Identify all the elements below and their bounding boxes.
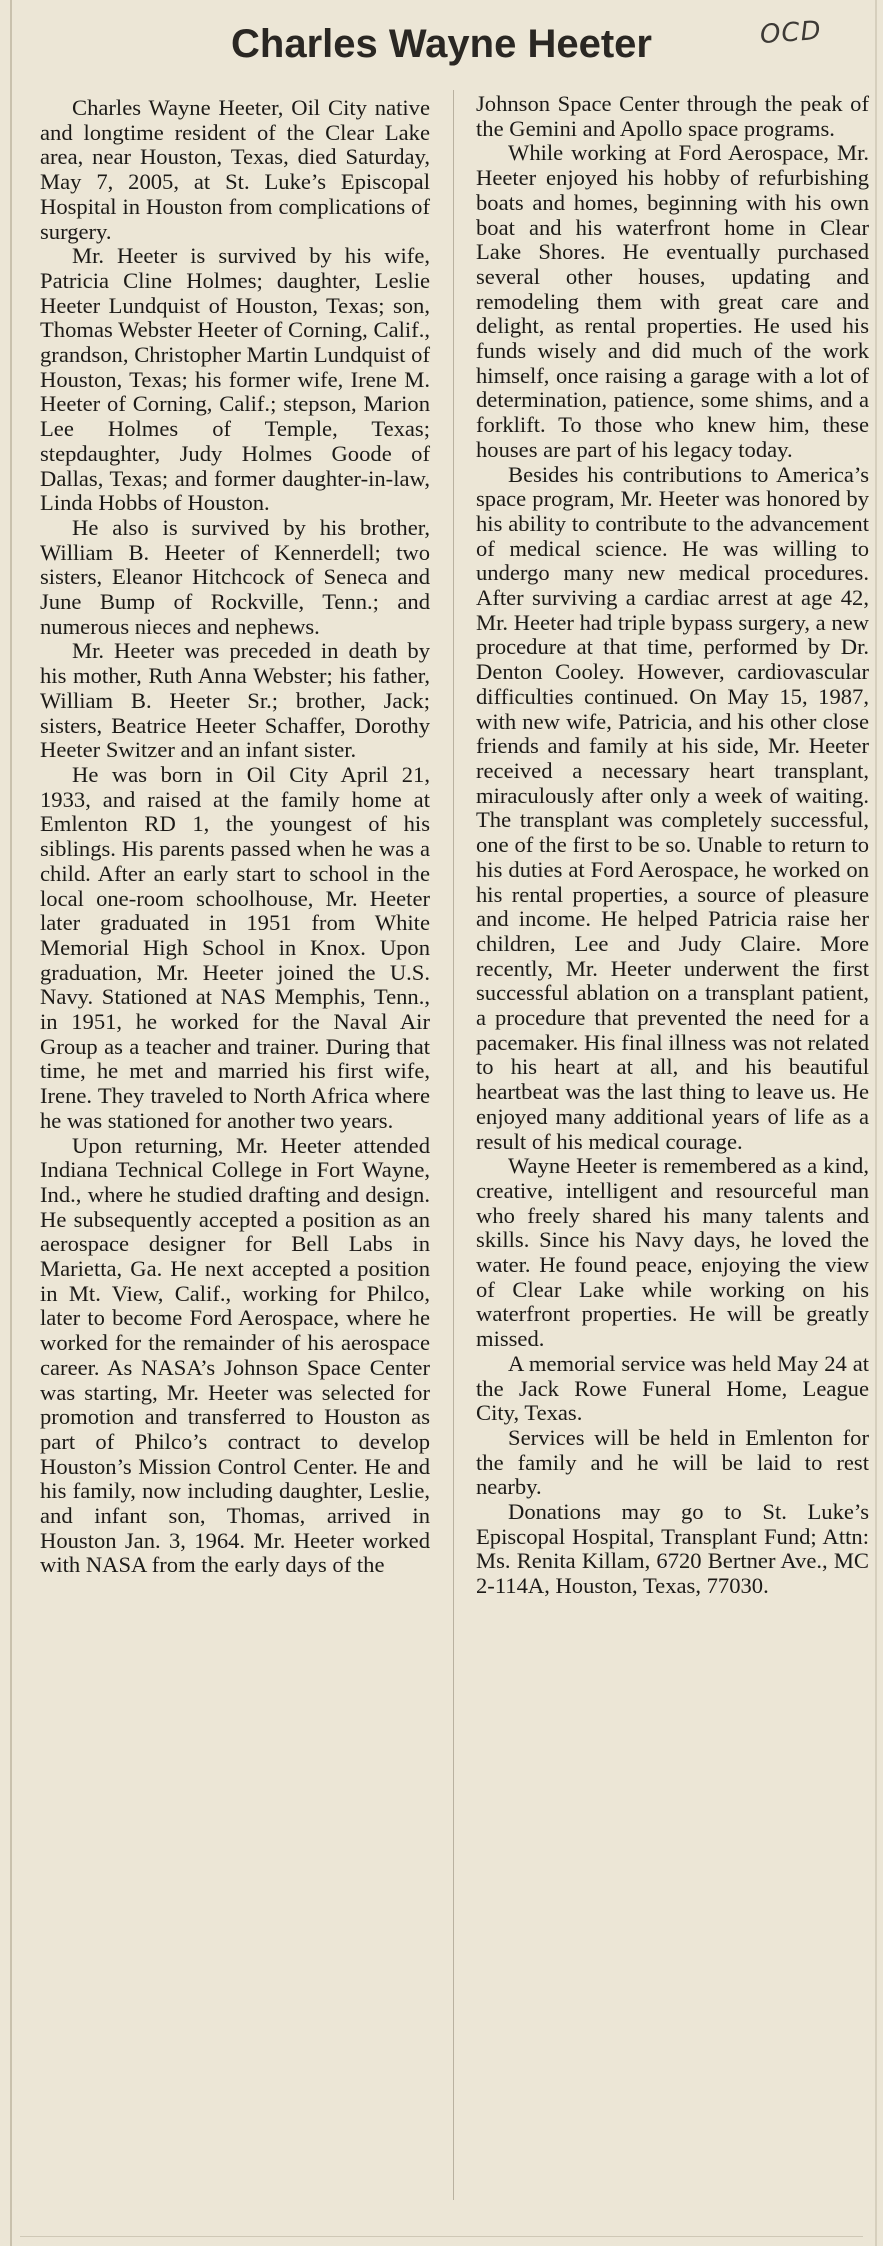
paragraph: Upon returning, Mr. Heeter attended Indiana Technical College in Fort Wayne, Ind., where he studied drafting and design. He subsequently accepted a position as an aerospace designer for Bell Labs in Marietta, Ga. He next accepted a position in Mt. View, Calif., working for Philco, later to become Ford Aerospace, where he worked for the remainder of his aerospace career. As NASA’s Johnson Space Center was starting, Mr. Heeter was selected for promotion and transferred to Houston as part of Philco’s contract to develop Houston’s Mission Control Center. He and his family, now including daughter, Leslie, and infant son, Thomas, arrived in Houston Jan. 3, 1964. Mr. Heeter worked with NASA from the early days of the (40, 1132, 430, 1578)
paragraph: Wayne Heeter is remembered as a kind, creative, intelligent and resourceful man who freely shared his many talents and skills. Since his Navy days, he loved the water. He found peace, enjoying the view of Clear Lake while working on his waterfront properties. He will be greatly missed. (476, 1153, 869, 1352)
paragraph: He was born in Oil City April 21, 1933, and raised at the family home at Emlenton RD 1, the youngest of his siblings. His parents passed when he was a child. After an early start to school in the local one-room schoolhouse, Mr. Heeter later graduated in 1951 from White Memorial High School in Knox. Upon graduation, Mr. Heeter joined the U.S. Navy. Stationed at NAS Memphis, Tenn., in 1951, he worked for the Naval Air Group as a teacher and trainer. During that time, he met and married his first wife, Irene. They traveled to North Africa where he was stationed for another two years. (40, 761, 430, 1133)
obituary-title: Charles Wayne Heeter (231, 22, 652, 66)
paragraph-continued: Johnson Space Center through the peak of the Gemini and Apollo space programs. (476, 91, 869, 141)
paragraph: Besides his contributions to America’s space program, Mr. Heeter was honored by his ability to contribute to the advancement of medical science. He was willing to undergo many new medical procedures. After surviving a cardiac arrest at age 42, Mr. Heeter had triple bypass surgery, a new procedure at that time, performed by Dr. Denton Cooley. However, cardiovascular difficulties continued. On May 15, 1987, with new wife, Patricia, and his other close friends and family at his side, Mr. Heeter received a necessary heart transplant, miraculously after only a week of waiting. The transplant was completely successful, one of the first to be so. Unable to return to his duties at Ford Aerospace, he worked on his rental properties, a source of pleasure and income. He helped Patricia raise her children, Lee and Judy Claire. More recently, Mr. Heeter underwent the first successful ablation on a transplant patient, a procedure that prevented the need for a pacemaker. His final illness was not related to his heart at all, and his beautiful heartbeat was the last thing to leave us. He enjoyed many additional years of life as a result of his medical courage. (476, 461, 869, 1154)
clipping-edge-bottom (20, 2236, 863, 2237)
clipping-edge-left (10, 0, 12, 2246)
paragraph: Services will be held in Emlenton for the family and he will be laid to rest nearby. (476, 1424, 869, 1500)
handwritten-annotation: OCD (759, 15, 823, 51)
left-column (40, 96, 430, 1578)
clipping-edge-right (875, 0, 877, 2246)
paragraph: Mr. Heeter was preceded in death by his mother, Ruth Anna Webster; his father, William B. Heeter Sr.; brother, Jack; sisters, Beatrice Heeter Schaffer, Dorothy Heeter Switzer and an infant sister. (40, 638, 430, 763)
right-column (476, 92, 869, 1599)
paragraph: While working at Ford Aerospace, Mr. Heeter enjoyed his hobby of refurbishing boats and homes, beginning with his own boat and his waterfront home in Clear Lake Shores. He eventually purchased several other houses, updating and remodeling them with great care and delight, as rental properties. He used his funds wisely and did much of the work himself, once raising a garage with a lot of determination, patience, some shims, and a forklift. To those who knew him, these houses are part of his legacy today. (476, 140, 869, 462)
column-divider (453, 90, 454, 2200)
paragraph: Mr. Heeter is survived by his wife, Patricia Cline Holmes; daughter, Leslie Heeter Lundquist of Houston, Texas; son, Thomas Webster Heeter of Corning, Calif., grandson, Christopher Martin Lundquist of Houston, Texas; his former wife, Irene M. Heeter of Corning, Calif.; stepson, Marion Lee Holmes of Temple, Texas; stepdaughter, Judy Holmes Goode of Dallas, Texas; and former daughter-in-law, Linda Hobbs of Houston. (40, 243, 430, 516)
paragraph: He also is survived by his brother, William B. Heeter of Kennerdell; two sisters, Eleanor Hitchcock of Seneca and June Bump of Rockville, Tenn.; and numerous nieces and nephews. (40, 514, 430, 639)
paragraph: A memorial service was held May 24 at the Jack Rowe Funeral Home, League City, Texas. (476, 1350, 869, 1426)
paragraph: Charles Wayne Heeter, Oil City native and longtime resident of the Clear Lake area, near Houston, Texas, died Saturday, May 7, 2005, at St. Luke’s Episcopal Hospital in Houston from complications of surgery. (40, 95, 430, 244)
paragraph: Donations may go to St. Luke’s Episcopal Hospital, Transplant Fund; Attn: Ms. Renita Killam, 6720 Bertner Ave., MC 2-114A, Houston, Texas, 77030. (476, 1499, 869, 1599)
